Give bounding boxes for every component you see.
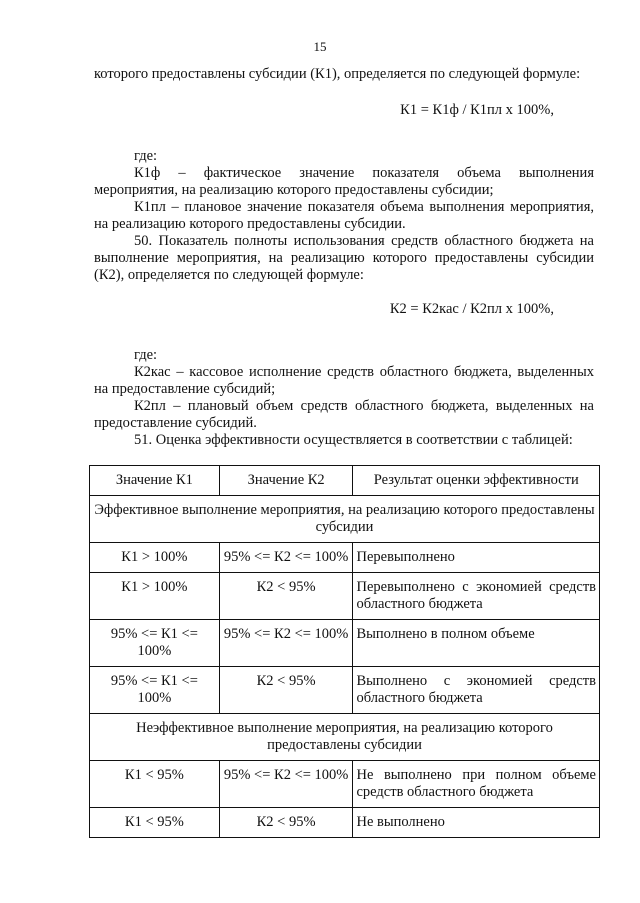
definition-k2pl: К2пл – плановый объем средств областного бюджета, выделенных на предоставление субсидий. xyxy=(94,398,594,431)
table-row xyxy=(90,667,600,714)
definition-k1pl: К1пл – плановое значение показателя объема выполнения мероприятия, на реализацию которого предоставлены субсидии. xyxy=(94,199,594,232)
cell-result: Перевыполнено с экономией средств областного бюджета xyxy=(353,573,600,620)
cell-k1: 95% <= К1 <= 100% xyxy=(90,620,220,667)
cell-k1: К1 < 95% xyxy=(90,808,220,838)
cell-k2: 95% <= К2 <= 100% xyxy=(219,761,353,808)
cell-k1: 95% <= К1 <= 100% xyxy=(90,667,220,714)
where-label-2: где: xyxy=(134,347,158,363)
cell-result: Перевыполнено xyxy=(353,543,600,573)
formula-k1: К1 = К1ф / К1пл х 100%, xyxy=(400,102,554,118)
section-row-effective xyxy=(90,496,600,543)
table-row xyxy=(90,620,600,667)
where-label-1: где: xyxy=(134,148,158,164)
cell-k2: К2 < 95% xyxy=(219,667,353,714)
definition-k1f: К1ф – фактическое значение показателя объема выполнения мероприятия, на реализацию которого предоставлены субсидии; xyxy=(94,165,594,198)
cell-k2: К2 < 95% xyxy=(219,573,353,620)
table-row xyxy=(90,808,600,838)
cell-k1: К1 > 100% xyxy=(90,543,220,573)
cell-result: Выполнено с экономией средств областного бюджета xyxy=(353,667,600,714)
definition-k2kas: К2кас – кассовое исполнение средств областного бюджета, выделенных на предоставление субсидий; xyxy=(94,364,594,397)
section-ineffective-label: Неэффективное выполнение мероприятия, на реализацию которого предоставлены субсидии xyxy=(90,714,600,761)
document-body xyxy=(94,66,594,449)
cell-result: Не выполнено xyxy=(353,808,600,838)
table-row xyxy=(90,543,600,573)
cell-k1: К1 < 95% xyxy=(90,761,220,808)
section-effective-label: Эффективное выполнение мероприятия, на реализацию которого предоставлены субсидии xyxy=(90,496,600,543)
cell-k2: 95% <= К2 <= 100% xyxy=(219,620,353,667)
header-result: Результат оценки эффективности xyxy=(353,466,600,496)
page-number: 15 xyxy=(313,39,327,54)
table-header-row xyxy=(90,466,600,496)
efficiency-table xyxy=(89,465,600,838)
cell-result: Выполнено в полном объеме xyxy=(353,620,600,667)
paragraph-intro: которого предоставлены субсидии (К1), определяется по следующей формуле: xyxy=(94,66,581,82)
cell-k2: 95% <= К2 <= 100% xyxy=(219,543,353,573)
paragraph-50: 50. Показатель полноты использования средств областного бюджета на выполнение мероприятия, на реализацию которого предоставлены субсидии (К2), определяется по следующей формуле: xyxy=(94,233,594,283)
header-k1: Значение К1 xyxy=(90,466,220,496)
formula-k2: К2 = К2кас / К2пл х 100%, xyxy=(389,301,554,317)
table-row xyxy=(90,573,600,620)
section-row-ineffective xyxy=(90,714,600,761)
header-k2: Значение К2 xyxy=(219,466,353,496)
cell-result: Не выполнено при полном объеме средств областного бюджета xyxy=(353,761,600,808)
paragraph-51: 51. Оценка эффективности осуществляется в соответствии с таблицей: xyxy=(134,432,573,448)
cell-k1: К1 > 100% xyxy=(90,573,220,620)
cell-k2: К2 < 95% xyxy=(219,808,353,838)
table-row xyxy=(90,761,600,808)
